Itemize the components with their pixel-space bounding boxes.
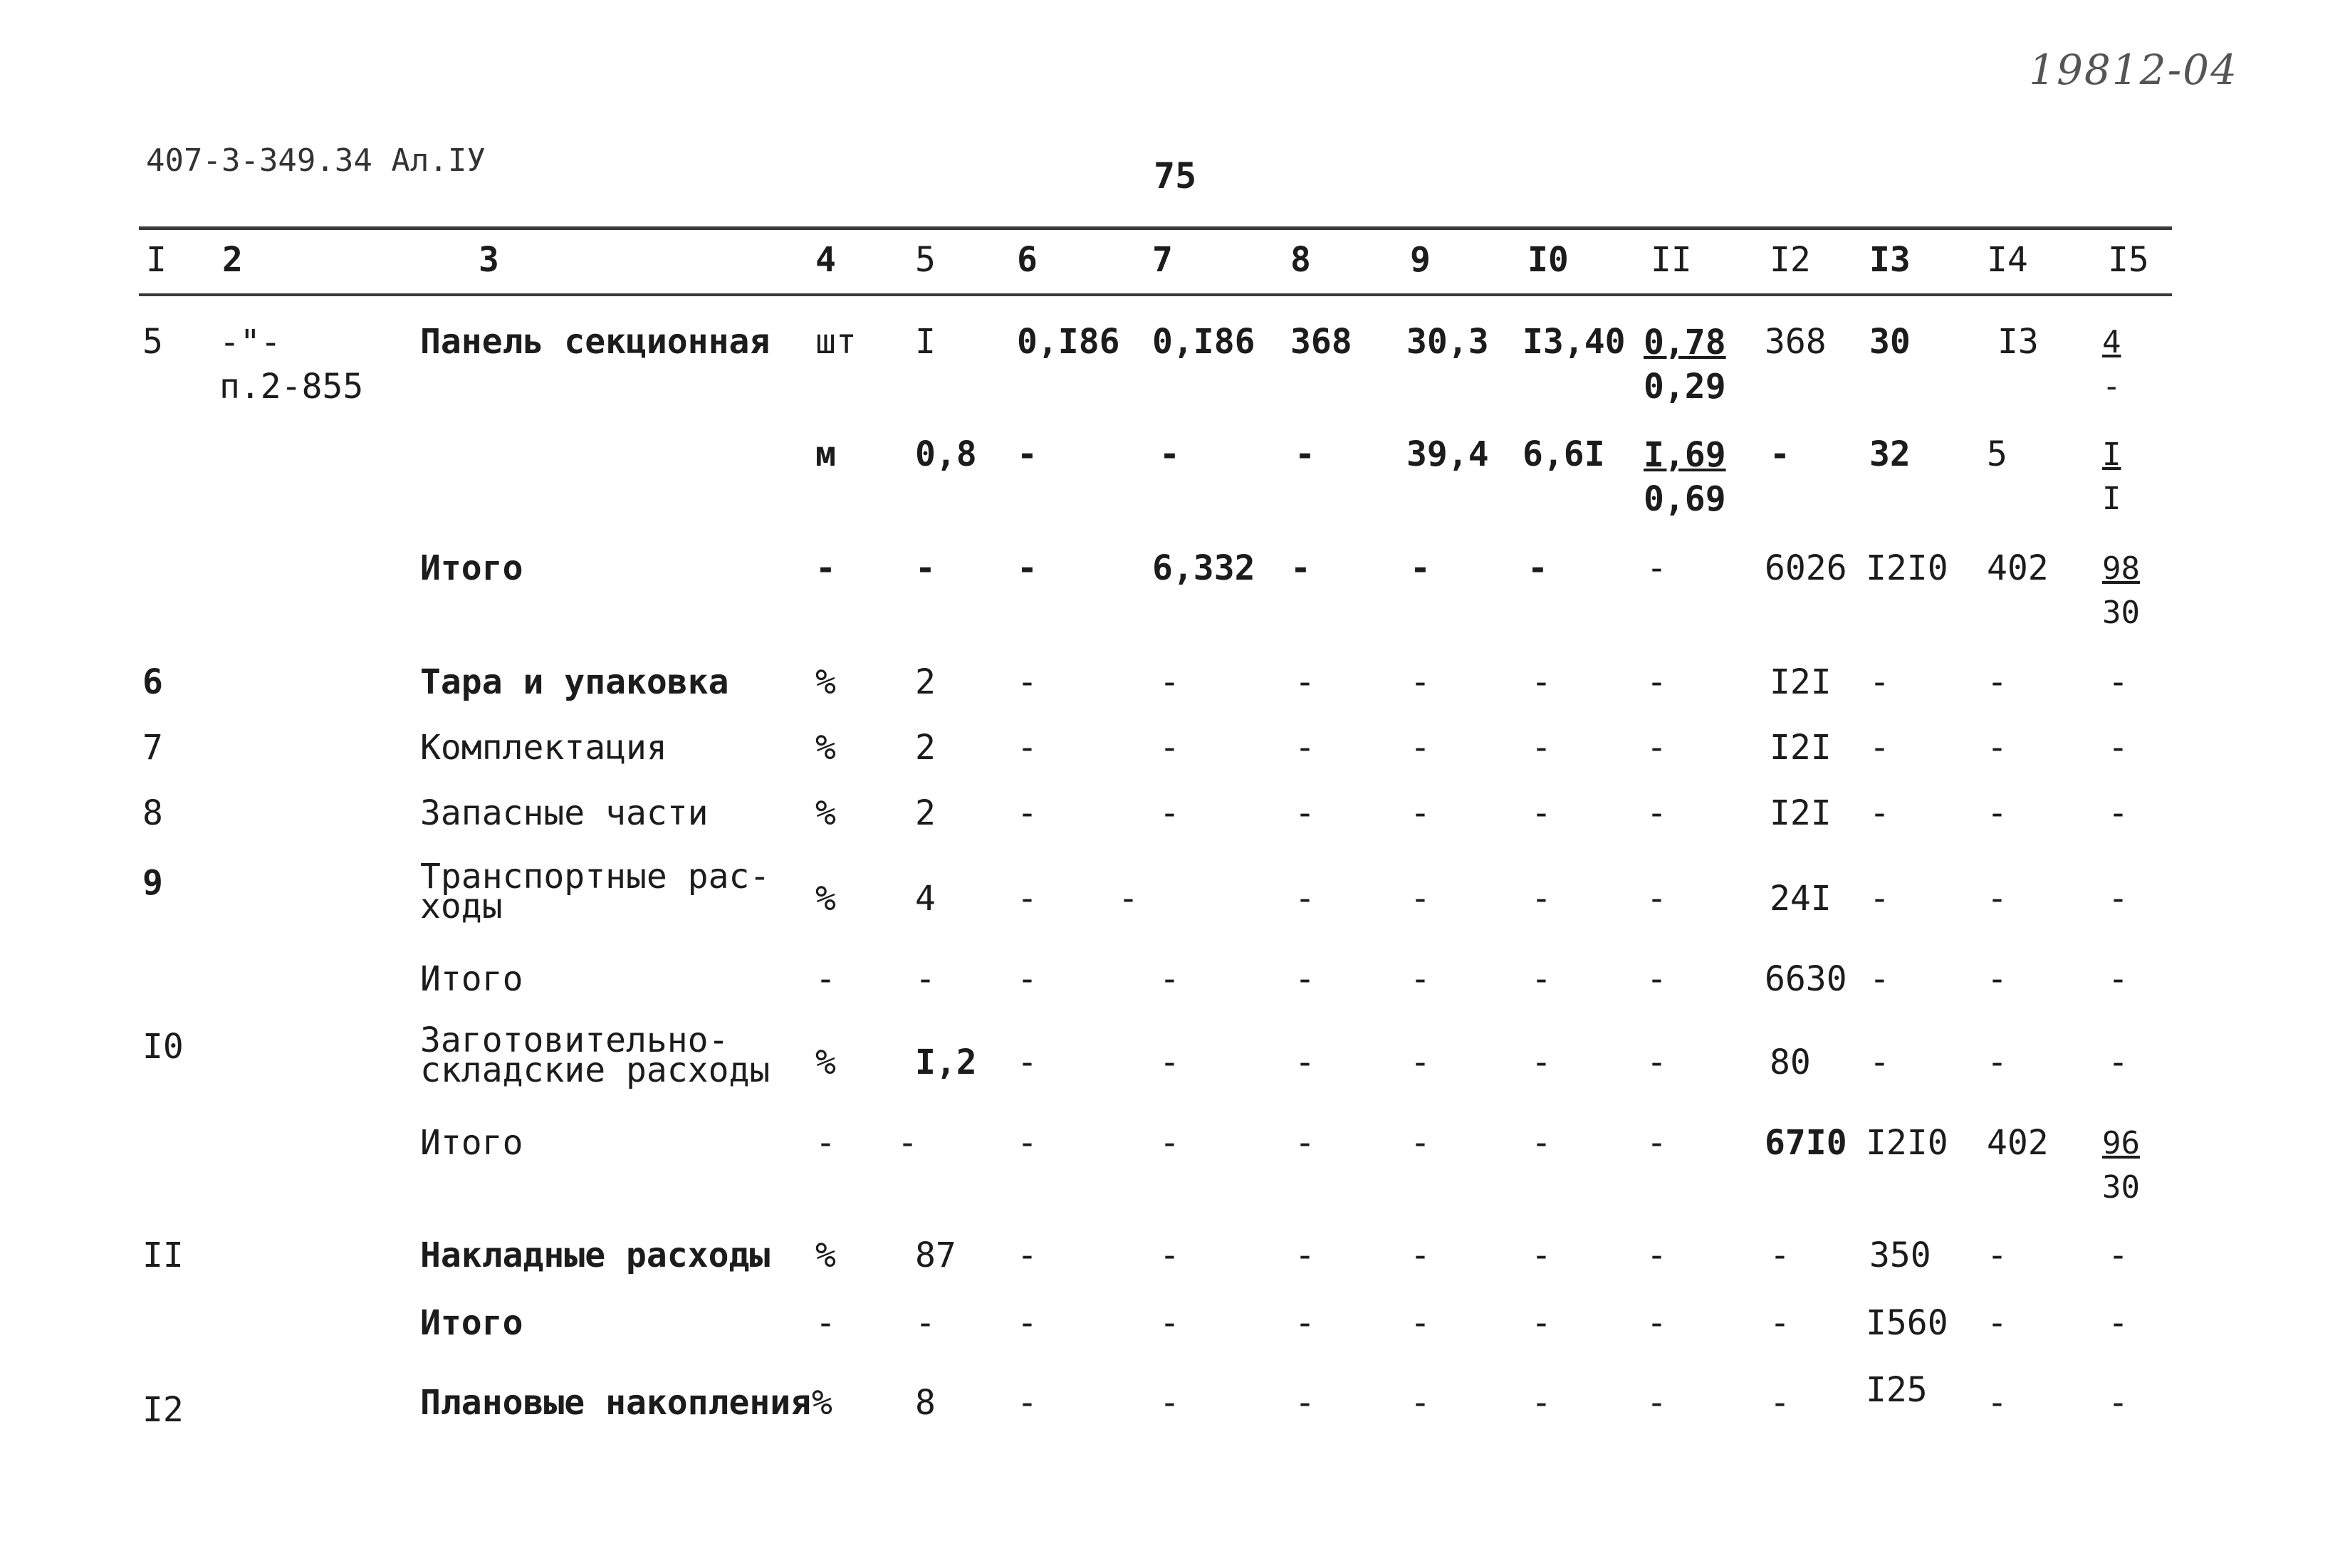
cell-col12: - <box>1770 1303 1790 1343</box>
cell-col12: - <box>1770 1235 1790 1275</box>
cell-col7: - <box>1159 959 1180 999</box>
cell-col14: - <box>1987 1383 2007 1423</box>
cell-col7: - <box>1159 434 1180 474</box>
cell-col14: 5 <box>1987 434 2007 474</box>
cell-col6: - <box>1017 662 1038 702</box>
cell-quantity: 4 <box>915 879 936 919</box>
cell-col8: - <box>1290 548 1311 588</box>
cell-name: Накладные расходы <box>420 1235 771 1275</box>
cell-col12: 67I0 <box>1765 1123 1847 1163</box>
cell-col15: - <box>2108 728 2129 768</box>
cell-col9: - <box>1410 1235 1431 1275</box>
cell-col12: 6630 <box>1765 959 1847 999</box>
cell-col8: - <box>1295 1303 1315 1343</box>
cell-col8: 368 <box>1290 322 1352 362</box>
cell-col11: - <box>1646 959 1667 999</box>
cell-col15: - <box>2108 793 2129 833</box>
cell-quantity: 0,8 <box>915 434 977 474</box>
cell-col6: - <box>1017 959 1038 999</box>
cell-col6: - <box>1017 793 1038 833</box>
table-row <box>0 1302 2345 1352</box>
cell-col13: I2I0 <box>1866 548 1948 588</box>
cell-unit: % <box>815 879 836 919</box>
cell-col10: - <box>1531 1123 1552 1163</box>
cell-quantity: - <box>915 959 936 999</box>
cell-col11-fraction: I,69 0,69 <box>1644 435 1726 519</box>
cell-name: Тара и упаковка <box>420 662 729 702</box>
col-header-3: 3 <box>479 240 499 280</box>
cell-unit: % <box>812 1383 832 1423</box>
cell-unit: % <box>815 793 836 833</box>
cell-col15: - <box>2108 1383 2129 1423</box>
cell-col13: - <box>1869 728 1890 768</box>
cell-col12: - <box>1770 434 1790 474</box>
cell-col9: - <box>1410 728 1431 768</box>
cell-col12: 6026 <box>1765 548 1847 588</box>
cell-col6: - <box>1017 1235 1038 1275</box>
cell-quantity: 2 <box>915 793 936 833</box>
table-row <box>0 958 2345 1008</box>
cell-col6: - <box>1017 1383 1038 1423</box>
cell-col6: - <box>1017 548 1038 588</box>
cell-unit: % <box>815 662 836 702</box>
cell-unit: % <box>815 728 836 768</box>
cell-name: Панель секционная <box>420 322 771 362</box>
table-row <box>0 1234 2345 1284</box>
col-header-5: 5 <box>915 240 936 280</box>
cell-col10: 6,6I <box>1523 434 1605 474</box>
cell-col13: - <box>1869 959 1890 999</box>
cell-col7: 0,I86 <box>1152 322 1255 362</box>
cell-item-number: I2 <box>142 1390 184 1430</box>
cell-col12: I2I <box>1770 793 1832 833</box>
cell-unit: м <box>815 434 836 474</box>
cell-unit: % <box>815 1042 836 1082</box>
cell-col7: - <box>1159 793 1180 833</box>
cell-item-number: 8 <box>142 793 163 833</box>
col-header-8: 8 <box>1290 240 1311 280</box>
cell-quantity: I <box>915 322 936 362</box>
cell-col10: - <box>1531 793 1552 833</box>
cell-col7: - <box>1159 662 1180 702</box>
cell-col7: - <box>1118 879 1139 919</box>
table-header-rule <box>139 293 2172 296</box>
cell-col15-fraction: I I <box>2102 437 2121 517</box>
cell-col15: - <box>2108 959 2129 999</box>
cell-name: Итого <box>420 959 523 999</box>
cell-col12: 80 <box>1770 1042 1811 1082</box>
cell-reference: -"- п.2-855 <box>219 323 364 407</box>
cell-col12: I2I <box>1770 662 1832 702</box>
cell-col11: - <box>1646 728 1667 768</box>
cell-name: Итого <box>420 1123 523 1163</box>
cell-col13: - <box>1869 1042 1890 1082</box>
table-row <box>0 433 2345 519</box>
cell-col9: - <box>1410 662 1431 702</box>
cell-col8: - <box>1295 793 1315 833</box>
cell-col14: 402 <box>1987 1123 2049 1163</box>
cell-col6: - <box>1017 879 1038 919</box>
cell-col6: - <box>1017 1042 1038 1082</box>
cell-name: Плановые накопления <box>420 1383 812 1423</box>
col-header-7: 7 <box>1152 240 1173 280</box>
cell-col7: - <box>1159 1383 1180 1423</box>
cell-col10: - <box>1531 1235 1552 1275</box>
cell-unit: - <box>815 548 836 588</box>
cell-name: Итого <box>420 1303 523 1343</box>
table-row <box>0 726 2345 776</box>
cell-col8: - <box>1295 1235 1315 1275</box>
cell-unit: % <box>815 1235 836 1275</box>
cell-quantity: - <box>897 1123 918 1163</box>
cell-col15: - <box>2108 1042 2129 1082</box>
cell-col13: - <box>1869 879 1890 919</box>
cell-col10: - <box>1531 1303 1552 1343</box>
table-row <box>0 547 2345 631</box>
cell-col13: 30 <box>1869 322 1911 362</box>
cell-col10: - <box>1531 959 1552 999</box>
cell-col11-fraction: 0,78 0,29 <box>1644 323 1726 407</box>
cell-col14: - <box>1987 1235 2007 1275</box>
cell-col9: - <box>1410 793 1431 833</box>
cell-col6: - <box>1017 1303 1038 1343</box>
cell-quantity: 2 <box>915 728 936 768</box>
table-header-row <box>0 239 2345 288</box>
cell-quantity: - <box>915 548 936 588</box>
cell-col9: - <box>1410 1303 1431 1343</box>
cell-name: Запасные части <box>420 793 709 833</box>
cell-col8: - <box>1295 1123 1315 1163</box>
cell-col10: - <box>1531 662 1552 702</box>
cell-col13: 350 <box>1869 1235 1931 1275</box>
cell-col14: I3 <box>1997 322 2039 362</box>
col-header-2: 2 <box>222 240 243 280</box>
cell-col15-fraction: 98 30 <box>2102 550 2140 631</box>
cell-col9: 30,3 <box>1406 322 1489 362</box>
cell-col10: I3,40 <box>1523 322 1626 362</box>
cell-col14: - <box>1987 793 2007 833</box>
cell-item-number: 7 <box>142 728 163 768</box>
cell-col9: - <box>1410 1123 1431 1163</box>
cell-col14: - <box>1987 959 2007 999</box>
cell-name: Комплектация <box>420 728 667 768</box>
cell-col11: - <box>1646 1042 1667 1082</box>
cell-col7: - <box>1159 728 1180 768</box>
cell-quantity: 8 <box>915 1383 936 1423</box>
table-row <box>0 857 2345 926</box>
cell-unit: - <box>815 959 836 999</box>
cell-col10: - <box>1531 879 1552 919</box>
table-row <box>0 1122 2345 1206</box>
cell-name: Заготовительно- складские расходы <box>420 1020 771 1090</box>
cell-col8: - <box>1295 1042 1315 1082</box>
table-row <box>0 661 2345 711</box>
table-row <box>0 1370 2345 1431</box>
cell-col9: - <box>1410 959 1431 999</box>
col-header-12: I2 <box>1770 240 1811 280</box>
cell-col10: - <box>1531 1383 1552 1423</box>
cell-quantity: I,2 <box>915 1042 977 1082</box>
cell-unit: - <box>815 1303 836 1343</box>
col-header-13: I3 <box>1869 240 1911 280</box>
cell-col9: - <box>1410 1042 1431 1082</box>
page-number: 75 <box>1154 155 1197 197</box>
cell-quantity: 2 <box>915 662 936 702</box>
cell-col14: - <box>1987 662 2007 702</box>
cell-col11: - <box>1646 1303 1667 1343</box>
cell-col12: 368 <box>1765 322 1827 362</box>
cell-col12: 24I <box>1770 879 1832 919</box>
cell-item-number: 5 <box>142 322 163 362</box>
cell-col6: 0,I86 <box>1017 322 1120 362</box>
cell-col7: - <box>1159 1235 1180 1275</box>
cell-unit: шт <box>815 322 857 362</box>
cell-col7: - <box>1159 1042 1180 1082</box>
cell-quantity: - <box>915 1303 936 1343</box>
cell-col8: - <box>1295 662 1315 702</box>
cell-col7: - <box>1159 1123 1180 1163</box>
cell-col11: - <box>1646 1123 1667 1163</box>
table-top-rule <box>139 226 2172 230</box>
cell-col11: - <box>1646 1235 1667 1275</box>
cell-col9: - <box>1410 1383 1431 1423</box>
cell-col13: I2I0 <box>1866 1123 1948 1163</box>
cell-col15: - <box>2108 662 2129 702</box>
cell-col7: 6,332 <box>1152 548 1255 588</box>
col-header-15: I5 <box>2108 240 2149 280</box>
cell-col9: 39,4 <box>1406 434 1489 474</box>
col-header-1: I <box>146 240 167 280</box>
cell-col14: 402 <box>1987 548 2049 588</box>
cell-col11: - <box>1646 1383 1667 1423</box>
cell-col11: - <box>1646 662 1667 702</box>
cell-col14: - <box>1987 1042 2007 1082</box>
cell-col10: - <box>1531 728 1552 768</box>
archive-stamp: 19812-04 <box>2029 46 2238 94</box>
col-header-14: I4 <box>1987 240 2028 280</box>
table-row <box>0 320 2345 407</box>
cell-col6: - <box>1017 1123 1038 1163</box>
cell-item-number: 9 <box>142 863 163 903</box>
cell-unit: - <box>815 1123 836 1163</box>
cell-col10: - <box>1531 1042 1552 1082</box>
col-header-9: 9 <box>1410 240 1431 280</box>
cell-col13: - <box>1869 662 1890 702</box>
cell-name: Транспортные рас- ходы <box>420 857 771 926</box>
cell-col14: - <box>1987 879 2007 919</box>
cell-col15-fraction: 96 30 <box>2102 1125 2140 1206</box>
col-header-4: 4 <box>815 240 836 280</box>
cell-col13: I560 <box>1866 1303 1948 1343</box>
cell-item-number: 6 <box>142 662 163 702</box>
cell-item-number: I0 <box>142 1027 184 1067</box>
cell-col14: - <box>1987 728 2007 768</box>
cell-col6: - <box>1017 728 1038 768</box>
cell-col7: - <box>1159 1303 1180 1343</box>
cell-col9: - <box>1410 879 1431 919</box>
col-header-11: II <box>1651 240 1692 280</box>
cell-col13: I25 <box>1866 1370 1928 1410</box>
cell-col15-fraction: 4 - <box>2102 324 2121 404</box>
cell-col14: - <box>1987 1303 2007 1343</box>
col-header-10: I0 <box>1527 240 1569 280</box>
cell-col8: - <box>1295 728 1315 768</box>
col-header-6: 6 <box>1017 240 1038 280</box>
cell-col13: - <box>1869 793 1890 833</box>
cell-name: Итого <box>420 548 523 588</box>
cell-col15: - <box>2108 1235 2129 1275</box>
cell-col8: - <box>1295 959 1315 999</box>
table-row <box>0 1020 2345 1090</box>
cell-col13: 32 <box>1869 434 1911 474</box>
cell-col15: - <box>2108 1303 2129 1343</box>
cell-col8: - <box>1295 434 1315 474</box>
cell-col12: I2I <box>1770 728 1832 768</box>
document-code: 407-3-349.34 Ал.IУ <box>146 142 486 179</box>
table-row <box>0 792 2345 842</box>
cell-quantity: 87 <box>915 1235 956 1275</box>
cell-col15: - <box>2108 879 2129 919</box>
cell-col10: - <box>1527 548 1548 588</box>
cell-col11: - <box>1646 879 1667 919</box>
cell-col11: - <box>1646 548 1667 588</box>
cell-col8: - <box>1295 1383 1315 1423</box>
cell-col11: - <box>1646 793 1667 833</box>
cell-col12: - <box>1770 1383 1790 1423</box>
cell-col8: - <box>1295 879 1315 919</box>
cell-item-number: II <box>142 1235 184 1275</box>
cell-col9: - <box>1410 548 1431 588</box>
cell-col6: - <box>1017 434 1038 474</box>
